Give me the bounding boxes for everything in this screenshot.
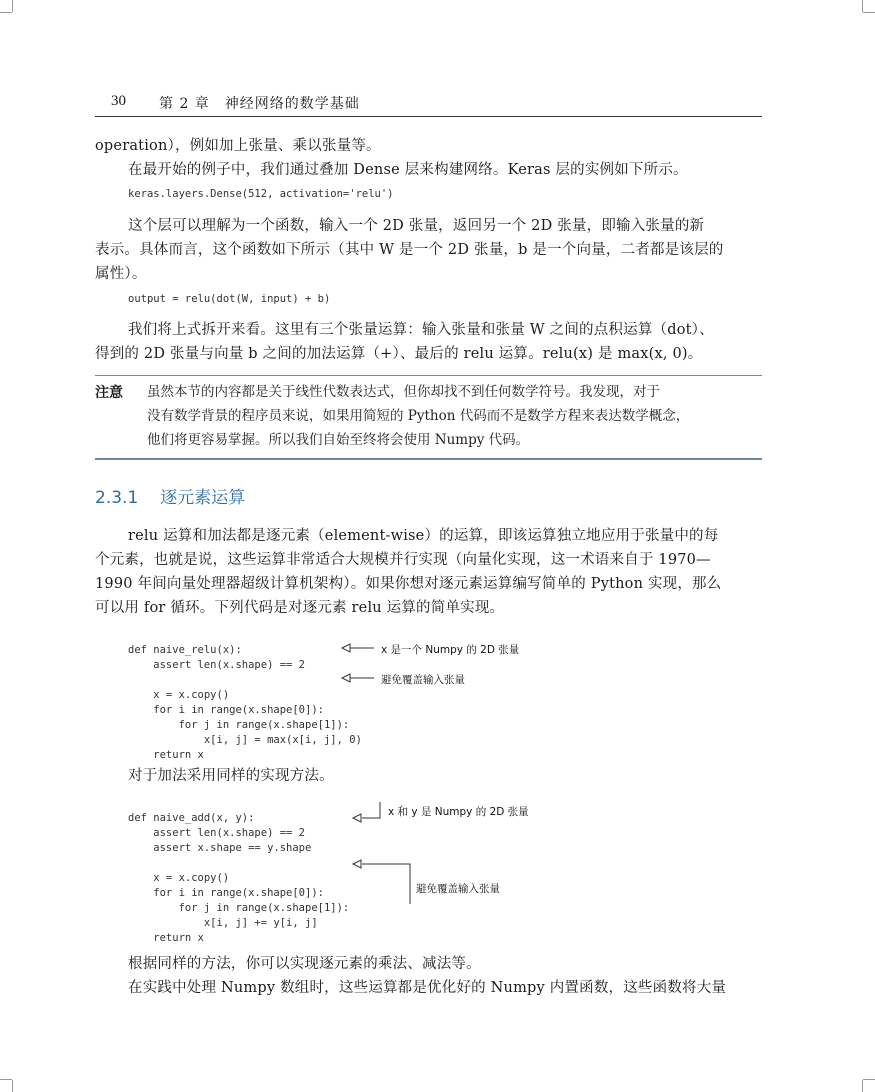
note-line-2: 没有数学背景的程序员来说，如果用简短的 Python 代码而不是数学方程来表达数学概念， xyxy=(147,408,690,424)
paragraph-end-1: 根据同样的方法，你可以实现逐元素的乘法、减法等。 xyxy=(128,956,481,972)
code-line: x[i, j] = max(x[i, j], 0) xyxy=(128,734,362,746)
note-box xyxy=(95,375,762,460)
chapter-title: 第 2 章 神经网络的数学基础 xyxy=(159,96,360,112)
section-title: 逐元素运算 xyxy=(160,488,246,508)
code-line: for j in range(x.shape[1]): xyxy=(128,719,350,731)
paragraph-continuation: operation），例如加上张量、乘以张量等。 xyxy=(95,138,381,154)
section-text-line3: 1990 年间向量处理器超级计算机架构）。如果你想对逐元素运算编写简单的 Python 实现，那么 xyxy=(95,576,722,592)
code-line: x = x.copy() xyxy=(128,689,230,701)
code-line: assert len(x.shape) == 2 xyxy=(128,659,306,671)
code-naive-add xyxy=(128,796,349,961)
code-line: return x xyxy=(128,749,204,761)
code-output: output = relu(dot(W, input) + b) xyxy=(128,293,331,305)
page-number: 30 xyxy=(111,93,126,109)
annotation-add-shape: x 和 y 是 Numpy 的 2D 张量 xyxy=(388,806,529,818)
code-line: for i in range(x.shape[0]): xyxy=(128,887,324,899)
code-line: for i in range(x.shape[0]): xyxy=(128,704,324,716)
code-line: for j in range(x.shape[1]): xyxy=(128,902,350,914)
section-text-line4: 可以用 for 循环。下列代码是对逐元素 relu 运算的简单实现。 xyxy=(95,600,505,616)
paragraph-layer-line3: 属性）。 xyxy=(95,266,147,282)
code-line: def naive_relu(x): xyxy=(128,644,242,656)
code-line: return x xyxy=(128,932,204,944)
code-line: x = x.copy() xyxy=(128,872,230,884)
note-line-3: 他们将更容易掌握。所以我们自始至终将会使用 Numpy 代码。 xyxy=(147,432,530,448)
paragraph-dense-intro: 在最开始的例子中，我们通过叠加 Dense 层来构建网络。Keras 层的实例如下所示。 xyxy=(128,162,688,178)
code-line: assert x.shape == y.shape xyxy=(128,842,312,854)
paragraph-end-2: 在实践中处理 Numpy 数组时，这些运算都是优化好的 Numpy 内置函数，这些函数将大量 xyxy=(128,980,727,996)
section-text-line1: relu 运算和加法都是逐元素（element-wise）的运算，即该运算独立地应用于张量中的每 xyxy=(128,528,719,544)
paragraph-add-intro: 对于加法采用同样的实现方法。 xyxy=(128,768,334,784)
section-number: 2.3.1 xyxy=(95,488,139,508)
note-line-1: 虽然本节的内容都是关于线性代数表达式，但你却找不到任何数学符号。我发现，对于 xyxy=(147,384,660,400)
paragraph-layer-line1: 这个层可以理解为一个函数，输入一个 2D 张量，返回另一个 2D 张量，即输入张量的新 xyxy=(128,218,705,234)
section-text-line2: 个元素，也就是说，这些运算非常适合大规模并行实现（向量化实现，这一术语来自于 1970— xyxy=(95,552,711,568)
code-line: assert len(x.shape) == 2 xyxy=(128,827,306,839)
section-heading xyxy=(95,483,245,508)
code-line xyxy=(128,856,349,871)
annotation-add-copy: 避免覆盖输入张量 xyxy=(416,883,500,895)
code-naive-relu xyxy=(128,628,362,778)
paragraph-ops-line1: 我们将上式拆开来看。这里有三个张量运算：输入张量和张量 W 之间的点积运算（dot）、 xyxy=(128,322,714,338)
paragraph-layer-line2: 表示。具体而言，这个函数如下所示（其中 W 是一个 2D 张量，b 是一个向量，二者都是该层的 xyxy=(95,242,724,258)
code-line xyxy=(128,673,362,688)
code-line: def naive_add(x, y): xyxy=(128,812,255,824)
paragraph-ops-line2: 得到的 2D 张量与向量 b 之间的加法运算（+）、最后的 relu 运算。relu(x) 是 max(x, 0)。 xyxy=(95,346,703,362)
annotation-relu-copy: 避免覆盖输入张量 xyxy=(381,674,465,686)
annotation-relu-shape: x 是一个 Numpy 的 2D 张量 xyxy=(381,644,520,656)
code-line: x[i, j] += y[i, j] xyxy=(128,917,318,929)
note-label: 注意 xyxy=(95,385,123,401)
running-header xyxy=(95,90,762,117)
code-keras-dense: keras.layers.Dense(512, activation='relu') xyxy=(128,188,394,200)
